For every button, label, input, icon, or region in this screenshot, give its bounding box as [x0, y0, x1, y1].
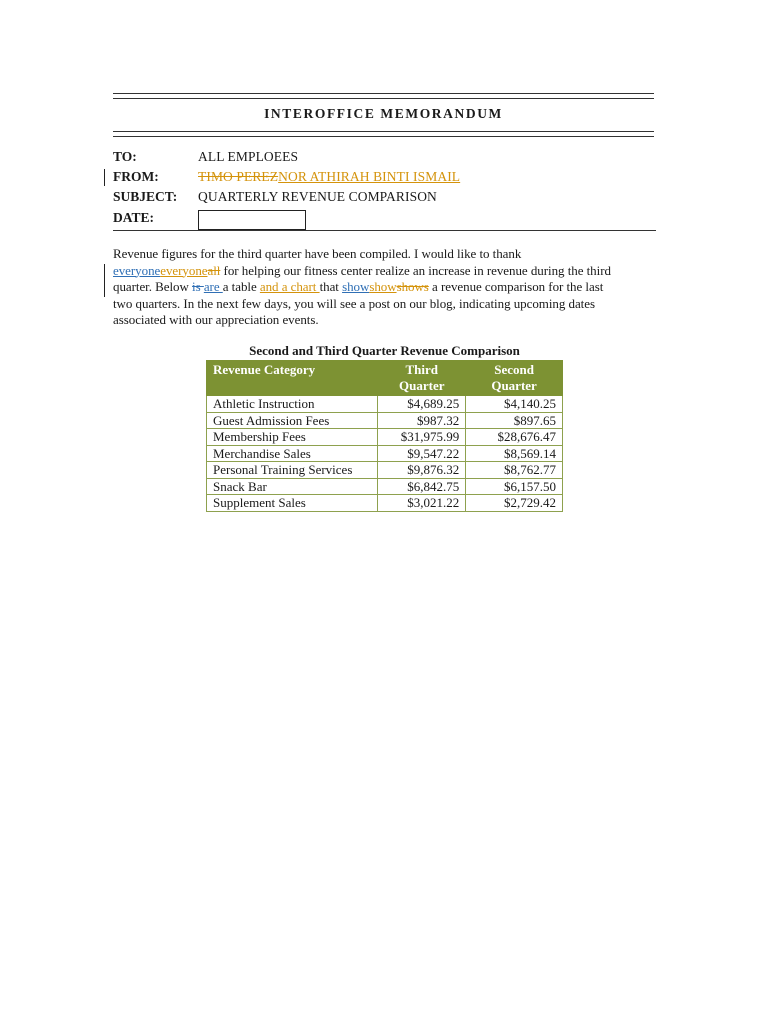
- body-text-segment: that: [319, 279, 343, 294]
- third-quarter-cell: $31,975.99: [378, 429, 466, 446]
- category-cell: Guest Admission Fees: [207, 412, 378, 429]
- third-quarter-cell: $987.32: [378, 412, 466, 429]
- date-label: DATE:: [113, 210, 155, 225]
- second-quarter-cell: $8,569.14: [466, 445, 563, 462]
- table-row: [207, 429, 563, 446]
- inserted-text: show: [342, 279, 370, 294]
- change-bar: [104, 264, 105, 297]
- to-value: ALL EMPLOEES: [198, 149, 299, 164]
- third-quarter-cell: $9,876.32: [378, 462, 466, 479]
- third-quarter-cell: $9,547.22: [378, 445, 466, 462]
- subject-value: QUARTERLY REVENUE COMPARISON: [198, 189, 437, 204]
- revenue-table: [206, 360, 563, 512]
- category-cell: Athletic Instruction: [207, 396, 378, 413]
- header-cell-third-quarter: Third Quarter: [378, 361, 466, 396]
- to-label: TO:: [113, 149, 137, 164]
- from-deleted-text: TIMO PEREZ: [198, 169, 279, 184]
- second-quarter-cell: $28,676.47: [466, 429, 563, 446]
- deleted-text: all: [207, 262, 221, 278]
- second-quarter-cell: $2,729.42: [466, 495, 563, 512]
- table-header-row: [207, 361, 563, 396]
- table-caption: Second and Third Quarter Revenue Comparison: [249, 343, 520, 358]
- table-row: [207, 396, 563, 413]
- body-line: associated with our appreciation events.: [113, 312, 319, 327]
- body-line: [113, 279, 658, 296]
- top-double-rule: [113, 93, 654, 99]
- table-row: [207, 445, 563, 462]
- category-cell: Personal Training Services: [207, 462, 378, 479]
- body-text-segment: a revenue comparison for the last: [428, 279, 604, 294]
- second-quarter-cell: $6,157.50: [466, 478, 563, 495]
- table-row: [207, 495, 563, 512]
- category-cell: Snack Bar: [207, 478, 378, 495]
- body-text-segment: for helping our fitness center realize an increase in revenue during the third: [220, 262, 611, 278]
- third-quarter-cell: $6,842.75: [378, 478, 466, 495]
- body-line: Revenue figures for the third quarter have been compiled. I would like to thank: [113, 246, 522, 261]
- change-bar: [104, 169, 105, 186]
- second-quarter-cell: $897.65: [466, 412, 563, 429]
- body-text-segment: a table: [222, 279, 260, 294]
- inserted-text: everyone: [160, 262, 208, 278]
- deleted-text: shows: [396, 279, 429, 294]
- inserted-text: are: [203, 279, 223, 294]
- body-text-segment: quarter. Below: [113, 279, 193, 294]
- category-cell: Merchandise Sales: [207, 445, 378, 462]
- category-cell: Membership Fees: [207, 429, 378, 446]
- inserted-text: show: [369, 279, 397, 294]
- subject-label: SUBJECT:: [113, 189, 178, 204]
- from-inserted-text: NOR ATHIRAH BINTI ISMAIL: [278, 169, 461, 184]
- second-quarter-cell: $4,140.25: [466, 396, 563, 413]
- table-row: [207, 462, 563, 479]
- memo-body: [113, 246, 658, 329]
- inserted-text: and a chart: [259, 279, 320, 294]
- memo-title: INTEROFFICE MEMORANDUM: [264, 106, 503, 121]
- third-quarter-cell: $4,689.25: [378, 396, 466, 413]
- from-value: [198, 169, 460, 185]
- third-quarter-cell: $3,021.22: [378, 495, 466, 512]
- inserted-text: everyone: [113, 262, 161, 278]
- date-field[interactable]: [198, 210, 306, 230]
- header-cell-second-quarter: Second Quarter: [466, 361, 563, 396]
- header-cell-category: Revenue Category: [207, 361, 378, 396]
- table-row: [207, 478, 563, 495]
- body-line: [113, 263, 658, 280]
- table-row: [207, 412, 563, 429]
- second-quarter-cell: $8,762.77: [466, 462, 563, 479]
- title-double-rule: [113, 131, 654, 137]
- from-label: FROM:: [113, 169, 159, 184]
- body-line: two quarters. In the next few days, you will see a post on our blog, indicating upcoming dates: [113, 295, 595, 311]
- header-bottom-rule: [113, 230, 656, 231]
- category-cell: Supplement Sales: [207, 495, 378, 512]
- deleted-text: is: [192, 279, 204, 294]
